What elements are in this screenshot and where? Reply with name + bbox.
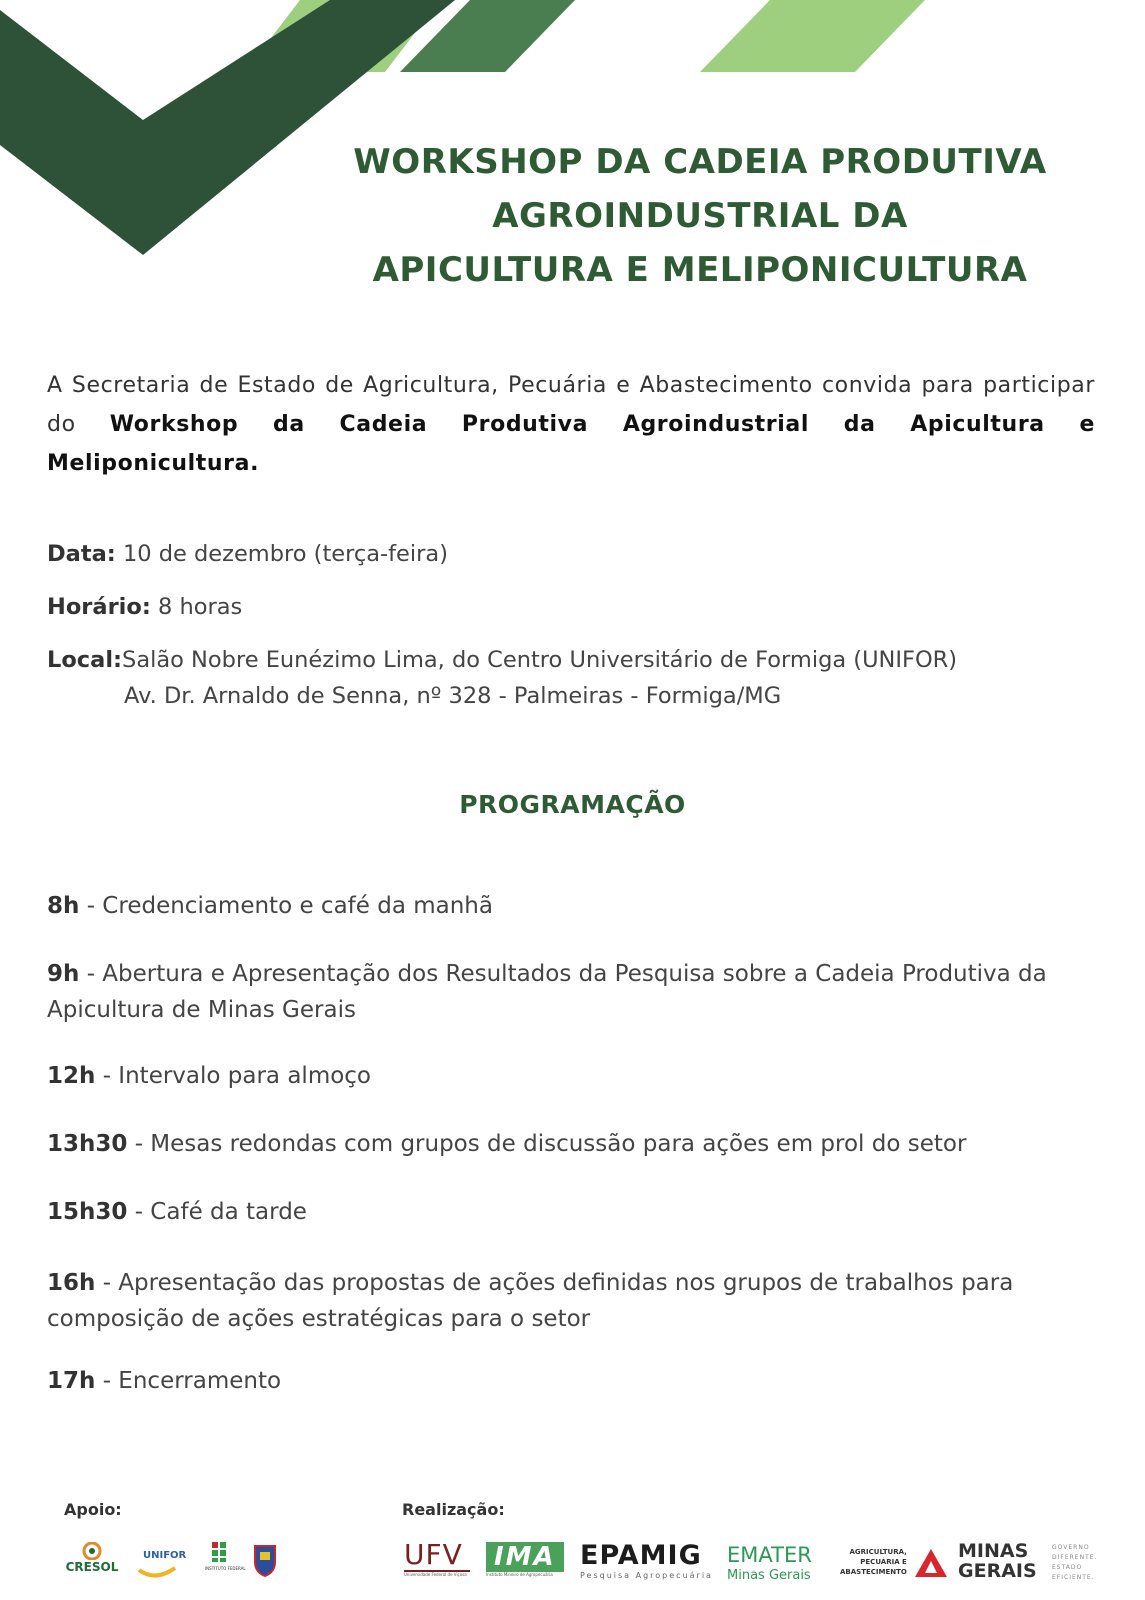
schedule-text: - Abertura e Apresentação dos Resultados da Pesquisa sobre a Cadeia Produtiva da Apicultura de Minas Gerais [47,961,1047,1023]
intro-event-name: Workshop da Cadeia Produtiva Agroindustrial da Apicultura e Meliponicultura. [47,412,1095,476]
if-text: INSTITUTO FEDERAL [205,1566,246,1571]
mg-line-1: MINAS [958,1540,1029,1562]
local-value: Salão Nobre Eunézimo Lima, do Centro Universitário de Formiga (UNIFOR) [122,647,958,673]
page-title [300,135,1100,297]
ima-subtitle: Instituto Mineiro de Agropecuária [486,1572,553,1577]
time-label: Horário: [47,594,151,620]
crest-icon [252,1542,278,1578]
schedule-time: 17h [47,1368,96,1394]
support-label: Apoio: [64,1500,122,1519]
ima-logo [486,1542,564,1577]
schedule-item [47,1363,1087,1399]
gov-line-3: ESTADO [1052,1564,1083,1571]
if-icon [212,1542,228,1562]
gov-line-2: DIFERENTE. [1052,1554,1098,1561]
date-line [47,541,448,567]
title-line-1: WORKSHOP DA CADEIA PRODUTIVA [353,142,1047,182]
time-line [47,594,242,620]
gov-line-1: GOVERNO [1052,1544,1090,1551]
realization-label: Realização: [402,1500,505,1519]
mg-line-2: GERAIS [958,1560,1037,1582]
schedule-text: - Mesas redondas com grupos de discussão para ações em prol do setor [127,1131,967,1157]
schedule-time: 13h30 [47,1131,128,1157]
schedule-item [47,1194,1087,1230]
title-line-3: APICULTURA E MELIPONICULTURA [372,250,1028,290]
unifor-logo [135,1546,190,1584]
schedule-text: - Café da tarde [127,1199,307,1225]
unifor-text: UNIFOR [143,1550,187,1561]
schedule-item [47,1126,1087,1162]
minas-triangle-icon [915,1549,947,1581]
schedule-item [47,1265,1087,1337]
schedule-time: 9h [47,961,80,987]
epamig-logo [580,1541,713,1580]
schedule-time: 15h30 [47,1199,128,1225]
schedule-item [47,888,1087,924]
emater-subtitle: Minas Gerais [727,1568,811,1583]
light-stripe-2 [700,0,925,72]
date-label: Data: [47,541,116,567]
agriculture-secretariat-logo [840,1547,907,1577]
schedule-item [47,956,1087,1028]
minas-gerais-logo [958,1541,1037,1581]
title-line-2: AGROINDUSTRIAL DA [492,196,908,236]
intro-paragraph [47,366,1095,483]
cresol-logo [62,1542,122,1574]
agri-line-3: ABASTECIMENTO [840,1568,907,1576]
triangle-icon [915,1549,947,1577]
schedule-text: - Intervalo para almoço [95,1063,372,1089]
schedule-time: 12h [47,1063,96,1089]
epamig-subtitle: Pesquisa Agropecuária [580,1571,713,1580]
schedule-item [47,1058,1087,1094]
agri-line-1: AGRICULTURA, [849,1548,907,1556]
epamig-text: EPAMIG [580,1540,702,1571]
ufv-subtitle: Universidade Federal de Viçosa [404,1570,470,1577]
schedule-text: - Encerramento [95,1368,282,1394]
cresol-text: CRESOL [65,1560,119,1574]
local-line [47,647,957,673]
gov-line-4: EFICIENTE. [1052,1574,1095,1581]
formiga-crest-logo [252,1542,278,1582]
intro-text: A Secretaria de Estado de Agricultura, Pecuária e Abastecimento convida para participar do [47,373,1095,437]
if-logo [205,1542,246,1571]
program-heading: PROGRAMAÇÃO [459,790,686,819]
date-value: 10 de dezembro (terça-feira) [122,541,448,567]
ufv-logo [404,1540,470,1577]
schedule-time: 16h [47,1270,96,1296]
time-value: 8 horas [158,594,243,620]
local-label: Local: [47,647,123,673]
emater-text: EMATER [727,1543,812,1567]
schedule-time: 8h [47,893,80,919]
local-address: Av. Dr. Arnaldo de Senna, nº 328 - Palmeiras - Formiga/MG [124,683,782,709]
schedule-text: - Apresentação das propostas de ações definidas nos grupos de trabalhos para composição de ações estratégicas para o setor [47,1270,1014,1332]
governo-slogan [1052,1543,1097,1583]
ufv-text: UFV [404,1538,463,1571]
emater-logo [727,1542,812,1583]
ima-text: IMA [486,1542,564,1572]
agri-line-2: PECUÁRIA E [860,1558,907,1566]
cresol-icon [81,1542,103,1560]
schedule-text: - Credenciamento e café da manhã [79,893,493,919]
